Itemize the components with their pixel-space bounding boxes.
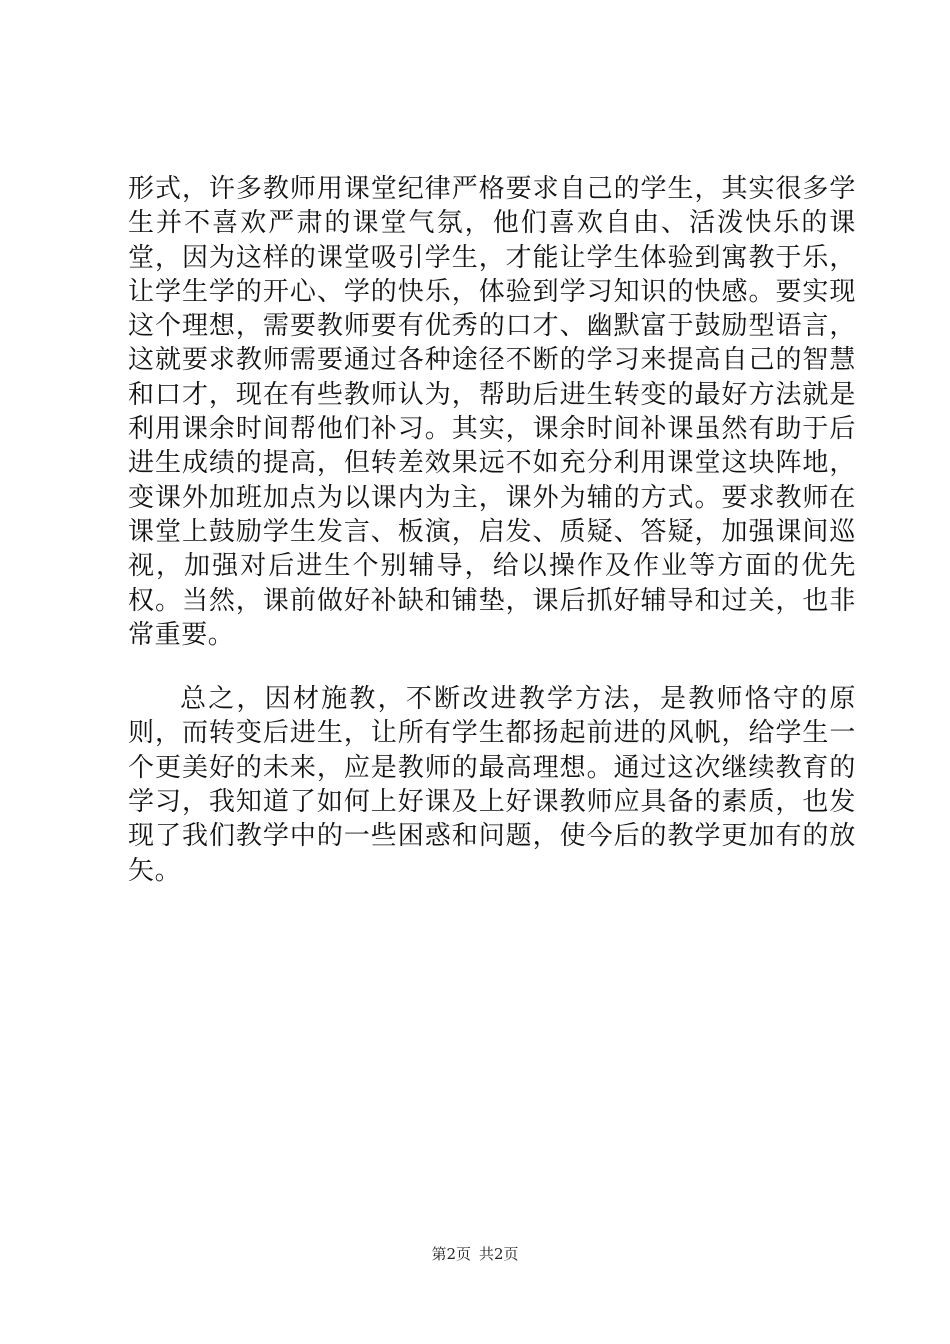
paragraph: 形式，许多教师用课堂纪律严格要求自己的学生，其实很多学生并不喜欢严肃的课堂气氛，他们喜欢自由、活泼快乐的课堂，因为这样的课堂吸引学生，才能让学生体验到寓教于乐，让学生学的开心、学的快乐，体验到学习知识的快感。要实现这个理想，需要教师要有优秀的口才、幽默富于鼓励型语言，这就要求教师需要通过各种途径不断的学习来提高自己的智慧和口才，现在有些教师认为，帮助后进生转变的最好方法就是利用课余时间帮他们补习。其实，课余时间补课虽然有助于后进生成绩的提高，但转差效果远不如充分利用课堂这块阵地，变课外加班加点为以课内为主，课外为辅的方式。要求教师在课堂上鼓励学生发言、板演，启发、质疑、答疑，加强课间巡视，加强对后进生个别辅导，给以操作及作业等方面的优先权。当然，课前做好补缺和铺垫，课后抓好辅导和过关，也非常重要。 bbox=[128, 174, 856, 650]
page-total: 共2页 bbox=[479, 1245, 519, 1263]
paragraph: 总之，因材施教，不断改进教学方法，是教师恪守的原则，而转变后进生，让所有学生都扬起前进的风帆，给学生一个更美好的未来，应是教师的最高理想。通过这次继续教育的学习，我知道了如何上好课及上好课教师应具备的素质，也发现了我们教学中的一些困惑和问题，使今后的教学更加有的放矢。 bbox=[128, 684, 856, 886]
page-number: 第2页 bbox=[431, 1245, 471, 1263]
page-footer bbox=[0, 1243, 950, 1265]
document-body bbox=[128, 172, 856, 888]
